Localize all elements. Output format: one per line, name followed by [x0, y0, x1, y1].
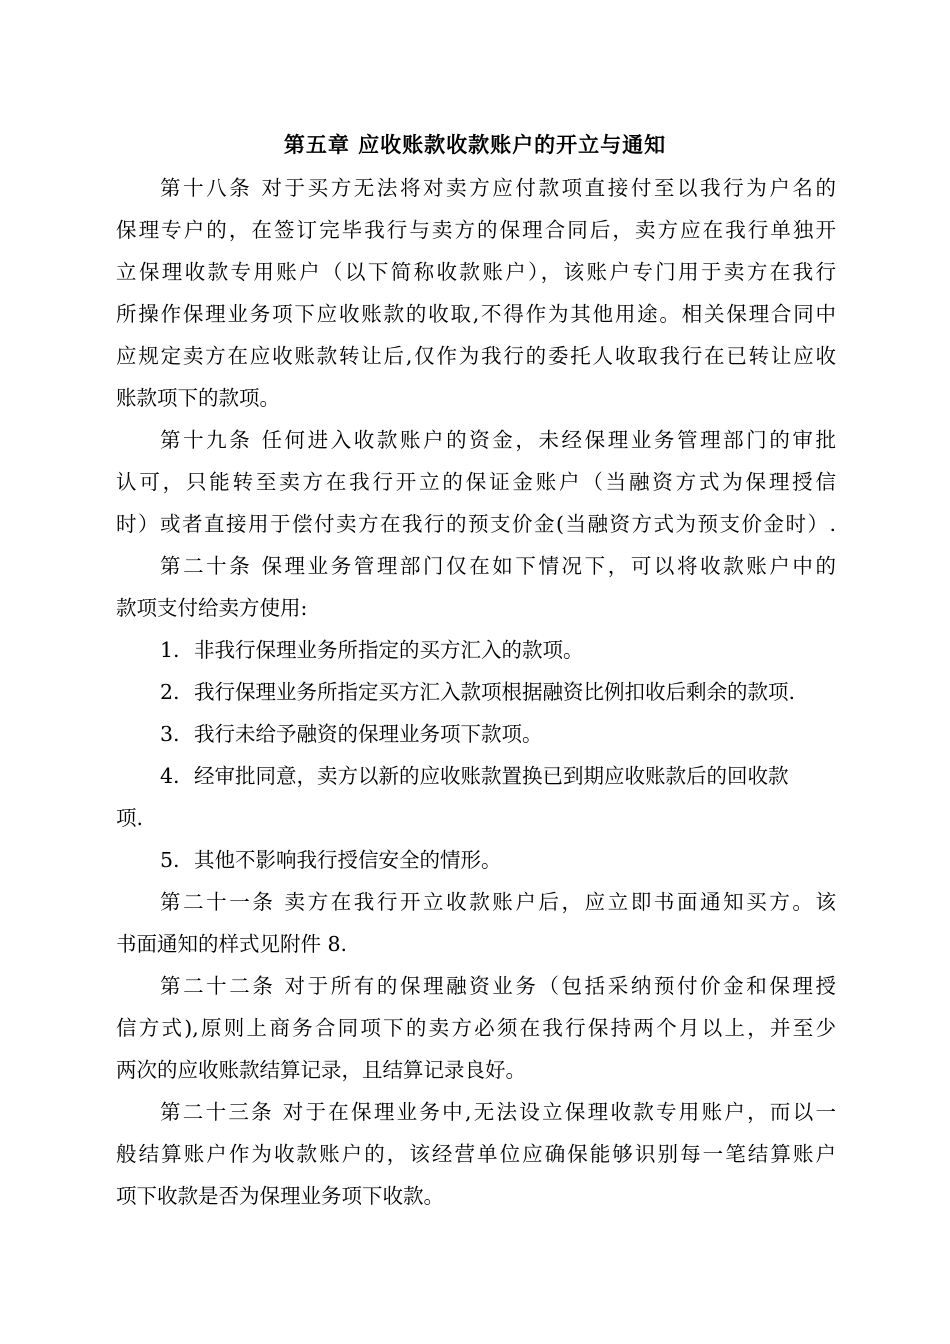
- list-item-text: 经审批同意，卖方以新的应收账款置换已到期应收账款后的回收款: [194, 764, 789, 788]
- paragraph-line: 所操作保理业务项下应收账款的收取,不得作为其他用途。相关保理合同中: [116, 302, 836, 326]
- paragraph-line: 信方式),原则上商务合同项下的卖方必须在我行保持两个月以上，并至少: [116, 1016, 836, 1040]
- list-item: [160, 756, 836, 796]
- list-number: 4.: [160, 764, 180, 788]
- paragraph-line: 款项支付给卖方使用:: [116, 596, 308, 620]
- list-item-text: 我行未给予融资的保理业务项下款项。: [194, 722, 543, 746]
- list-item: [160, 840, 836, 880]
- paragraph-line: 第十八条 对于买方无法将对卖方应付款项直接付至以我行为户名的: [160, 176, 836, 200]
- paragraph-line: 保理专户的，在签订完毕我行与卖方的保理合同后，卖方应在我行单独开: [116, 218, 836, 242]
- paragraph-line: 账款项下的款项。: [116, 386, 280, 410]
- paragraph-line: 第十九条 任何进入收款账户的资金，未经保理业务管理部门的审批: [160, 428, 836, 452]
- paragraph-line: 书面通知的样式见附件 8.: [116, 932, 348, 956]
- chapter-title: 第五章 应收账款收款账户的开立与通知: [283, 132, 667, 157]
- paragraph-line: 时）或者直接用于偿付卖方在我行的预支价金(当融资方式为预支价金时）.: [116, 512, 836, 536]
- list-number: 2.: [160, 680, 180, 704]
- list-number: 1.: [160, 638, 180, 662]
- paragraph-line: 项下收款是否为保理业务项下收款。: [116, 1184, 444, 1208]
- paragraph-line: 两次的应收账款结算记录，且结算记录良好。: [116, 1058, 526, 1082]
- list-item: [160, 630, 836, 670]
- list-item-text: 其他不影响我行授信安全的情形。: [194, 848, 502, 872]
- paragraph-line: 第二十二条 对于所有的保理融资业务（包括采纳预付价金和保理授: [160, 974, 836, 998]
- list-number: 5.: [160, 848, 180, 872]
- list-item-text: 我行保理业务所指定买方汇入款项根据融资比例扣收后剩余的款项.: [194, 680, 796, 704]
- list-number: 3.: [160, 722, 180, 746]
- list-item: [160, 672, 836, 712]
- paragraph-line: 认可，只能转至卖方在我行开立的保证金账户（当融资方式为保理授信: [116, 470, 836, 494]
- list-item: [160, 714, 836, 754]
- paragraph-line: 般结算账户作为收款账户的，该经营单位应确保能够识别每一笔结算账户: [116, 1142, 836, 1166]
- paragraph-line: 应规定卖方在应收账款转让后,仅作为我行的委托人收取我行在已转让应收: [116, 344, 836, 368]
- paragraph-line: 第二十条 保理业务管理部门仅在如下情况下，可以将收款账户中的: [160, 554, 836, 578]
- paragraph-line: 第二十三条 对于在保理业务中,无法设立保理收款专用账户，而以一: [160, 1100, 836, 1124]
- paragraph-line: 立保理收款专用账户（以下简称收款账户），该账户专门用于卖方在我行: [116, 260, 836, 284]
- paragraph-line: 项.: [116, 806, 144, 830]
- paragraph-line: 第二十一条 卖方在我行开立收款账户后，应立即书面通知买方。该: [160, 890, 836, 914]
- list-item-text: 非我行保理业务所指定的买方汇入的款项。: [194, 638, 584, 662]
